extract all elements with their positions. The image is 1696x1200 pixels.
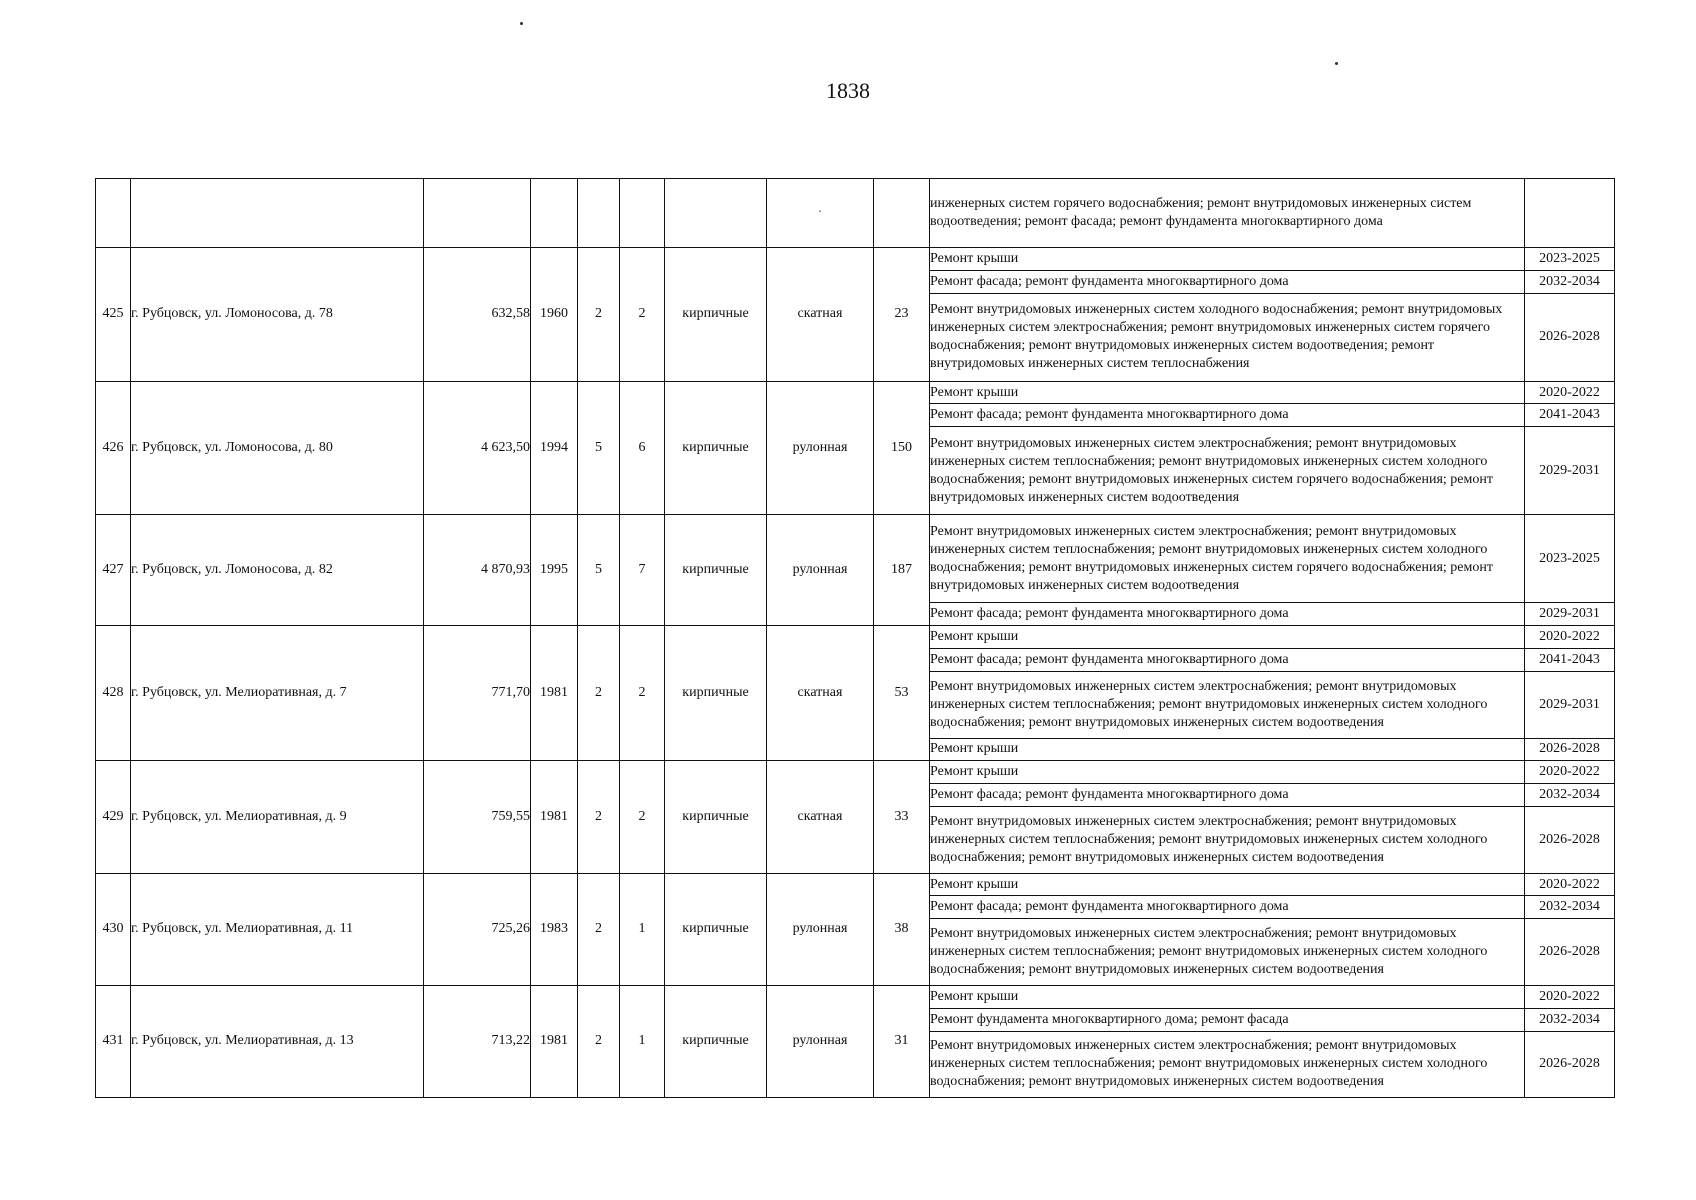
work-period: 2026-2028 bbox=[1525, 807, 1615, 873]
address: г. Рубцовск, ул. Мелиоративная, д. 13 bbox=[131, 985, 424, 1097]
address: г. Рубцовск, ул. Мелиоративная, д. 9 bbox=[131, 761, 424, 873]
wall-material: кирпичные bbox=[665, 873, 767, 985]
floor-count: 2 bbox=[578, 247, 620, 381]
year-built: 1981 bbox=[531, 985, 578, 1097]
empty-cell bbox=[665, 179, 767, 248]
wall-material: кирпичные bbox=[665, 247, 767, 381]
year-built: 1981 bbox=[531, 626, 578, 761]
wall-material: кирпичные bbox=[665, 626, 767, 761]
roof-type: скатная bbox=[767, 761, 874, 873]
row-number: 430 bbox=[96, 873, 131, 985]
work-period: 2026-2028 bbox=[1525, 738, 1615, 761]
empty-cell bbox=[424, 179, 531, 248]
address: г. Рубцовск, ул. Ломоносова, д. 78 bbox=[131, 247, 424, 381]
row-number: 425 bbox=[96, 247, 131, 381]
wall-material: кирпичные bbox=[665, 381, 767, 515]
work-period: 2026-2028 bbox=[1525, 293, 1615, 381]
row-number: 428 bbox=[96, 626, 131, 761]
floor-count: 5 bbox=[578, 515, 620, 626]
year-built: 1983 bbox=[531, 873, 578, 985]
work-description: Ремонт внутридомовых инженерных систем электроснабжения; ремонт внутридомовых инженерных систем теплоснабжения; ремонт внутридомовых инженерных систем холодного водоснабжения; ремонт внутридомовых инженерных систем водоотведения bbox=[930, 672, 1525, 738]
floor-count: 5 bbox=[578, 381, 620, 515]
entrance-count: 2 bbox=[620, 247, 665, 381]
work-period: 2026-2028 bbox=[1525, 919, 1615, 985]
entrance-count: 2 bbox=[620, 626, 665, 761]
work-period: 2041-2043 bbox=[1525, 404, 1615, 427]
resident-count: 33 bbox=[874, 761, 930, 873]
work-description: Ремонт фасада; ремонт фундамента многоквартирного дома bbox=[930, 603, 1525, 626]
table-row bbox=[96, 381, 1615, 404]
wall-material: кирпичные bbox=[665, 515, 767, 626]
work-period: 2032-2034 bbox=[1525, 1008, 1615, 1031]
work-period: 2026-2028 bbox=[1525, 1031, 1615, 1098]
total-area: 4 870,93 bbox=[424, 515, 531, 626]
work-period: 2032-2034 bbox=[1525, 270, 1615, 293]
work-description: Ремонт фасада; ремонт фундамента многоквартирного дома bbox=[930, 896, 1525, 919]
table-body bbox=[96, 179, 1615, 1098]
work-description: Ремонт крыши bbox=[930, 873, 1525, 896]
work-description: Ремонт внутридомовых инженерных систем электроснабжения; ремонт внутридомовых инженерных систем теплоснабжения; ремонт внутридомовых инженерных систем холодного водоснабжения; ремонт внутридомовых инженерных систем горячего водоснабжения; ремонт внутридомовых инженерных систем водоотведения bbox=[930, 515, 1525, 603]
empty-cell bbox=[874, 179, 930, 248]
page-number: 1838 bbox=[826, 78, 870, 103]
wall-material: кирпичные bbox=[665, 985, 767, 1097]
roof-type: скатная bbox=[767, 626, 874, 761]
work-description: Ремонт внутридомовых инженерных систем холодного водоснабжения; ремонт внутридомовых инженерных систем электроснабжения; ремонт внутридомовых инженерных систем горячего водоснабжения; ремонт внутридомовых инженерных систем водоотведения; ремонт внутридомовых инженерных систем теплоснабжения bbox=[930, 293, 1525, 381]
table-row bbox=[96, 626, 1615, 649]
row-number: 427 bbox=[96, 515, 131, 626]
work-description: Ремонт крыши bbox=[930, 761, 1525, 784]
work-period: 2029-2031 bbox=[1525, 603, 1615, 626]
work-period: 2020-2022 bbox=[1525, 985, 1615, 1008]
address: г. Рубцовск, ул. Ломоносова, д. 82 bbox=[131, 515, 424, 626]
roof-type: рулонная bbox=[767, 515, 874, 626]
year-built: 1981 bbox=[531, 761, 578, 873]
row-number: 431 bbox=[96, 985, 131, 1097]
scan-mark: · bbox=[767, 179, 874, 248]
work-description: Ремонт фасада; ремонт фундамента многоквартирного дома bbox=[930, 270, 1525, 293]
entrance-count: 6 bbox=[620, 381, 665, 515]
scan-speck bbox=[1335, 62, 1338, 65]
work-period: 2020-2022 bbox=[1525, 761, 1615, 784]
empty-cell bbox=[531, 179, 578, 248]
year-built: 1994 bbox=[531, 381, 578, 515]
entrance-count: 7 bbox=[620, 515, 665, 626]
roof-type: рулонная bbox=[767, 985, 874, 1097]
work-period: 2032-2034 bbox=[1525, 784, 1615, 807]
work-description: Ремонт внутридомовых инженерных систем электроснабжения; ремонт внутридомовых инженерных систем теплоснабжения; ремонт внутридомовых инженерных систем холодного водоснабжения; ремонт внутридомовых инженерных систем горячего водоснабжения; ремонт внутридомовых инженерных систем водоотведения bbox=[930, 427, 1525, 515]
work-description: Ремонт фасада; ремонт фундамента многоквартирного дома bbox=[930, 404, 1525, 427]
work-description: Ремонт внутридомовых инженерных систем электроснабжения; ремонт внутридомовых инженерных систем теплоснабжения; ремонт внутридомовых инженерных систем холодного водоснабжения; ремонт внутридомовых инженерных систем водоотведения bbox=[930, 919, 1525, 985]
work-description: Ремонт фасада; ремонт фундамента многоквартирного дома bbox=[930, 649, 1525, 672]
entrance-count: 1 bbox=[620, 985, 665, 1097]
housing-register-table bbox=[95, 178, 1615, 1098]
wall-material: кирпичные bbox=[665, 761, 767, 873]
table-row bbox=[96, 247, 1615, 270]
work-period: 2020-2022 bbox=[1525, 381, 1615, 404]
resident-count: 150 bbox=[874, 381, 930, 515]
address: г. Рубцовск, ул. Мелиоративная, д. 7 bbox=[131, 626, 424, 761]
resident-count: 53 bbox=[874, 626, 930, 761]
year-built: 1960 bbox=[531, 247, 578, 381]
work-period: 2023-2025 bbox=[1525, 247, 1615, 270]
year-built: 1995 bbox=[531, 515, 578, 626]
total-area: 632,58 bbox=[424, 247, 531, 381]
total-area: 725,26 bbox=[424, 873, 531, 985]
work-period: 2023-2025 bbox=[1525, 515, 1615, 603]
empty-cell bbox=[131, 179, 424, 248]
total-area: 771,70 bbox=[424, 626, 531, 761]
floor-count: 2 bbox=[578, 985, 620, 1097]
floor-count: 2 bbox=[578, 761, 620, 873]
work-description: Ремонт крыши bbox=[930, 247, 1525, 270]
resident-count: 23 bbox=[874, 247, 930, 381]
empty-cell bbox=[96, 179, 131, 248]
resident-count: 31 bbox=[874, 985, 930, 1097]
work-period: 2029-2031 bbox=[1525, 427, 1615, 515]
total-area: 4 623,50 bbox=[424, 381, 531, 515]
work-description: инженерных систем горячего водоснабжения; ремонт внутридомовых инженерных систем водоотведения; ремонт фасада; ремонт фундамента многоквартирного дома bbox=[930, 179, 1525, 248]
work-description: Ремонт фасада; ремонт фундамента многоквартирного дома bbox=[930, 784, 1525, 807]
roof-type: скатная bbox=[767, 247, 874, 381]
table-row bbox=[96, 985, 1615, 1008]
work-description: Ремонт крыши bbox=[930, 985, 1525, 1008]
work-period: 2041-2043 bbox=[1525, 649, 1615, 672]
work-description: Ремонт внутридомовых инженерных систем электроснабжения; ремонт внутридомовых инженерных систем теплоснабжения; ремонт внутридомовых инженерных систем холодного водоснабжения; ремонт внутридомовых инженерных систем водоотведения bbox=[930, 1031, 1525, 1098]
roof-type: рулонная bbox=[767, 381, 874, 515]
entrance-count: 1 bbox=[620, 873, 665, 985]
work-description: Ремонт фундамента многоквартирного дома; ремонт фасада bbox=[930, 1008, 1525, 1031]
table-row bbox=[96, 873, 1615, 896]
roof-type: рулонная bbox=[767, 873, 874, 985]
entrance-count: 2 bbox=[620, 761, 665, 873]
floor-count: 2 bbox=[578, 873, 620, 985]
work-description: Ремонт крыши bbox=[930, 626, 1525, 649]
empty-cell bbox=[620, 179, 665, 248]
total-area: 759,55 bbox=[424, 761, 531, 873]
empty-cell bbox=[578, 179, 620, 248]
address: г. Рубцовск, ул. Мелиоративная, д. 11 bbox=[131, 873, 424, 985]
continuation-row bbox=[96, 179, 1615, 248]
table-row bbox=[96, 515, 1615, 603]
work-period: 2020-2022 bbox=[1525, 873, 1615, 896]
resident-count: 187 bbox=[874, 515, 930, 626]
total-area: 713,22 bbox=[424, 985, 531, 1097]
row-number: 429 bbox=[96, 761, 131, 873]
work-description: Ремонт крыши bbox=[930, 381, 1525, 404]
work-description: Ремонт внутридомовых инженерных систем электроснабжения; ремонт внутридомовых инженерных систем теплоснабжения; ремонт внутридомовых инженерных систем холодного водоснабжения; ремонт внутридомовых инженерных систем водоотведения bbox=[930, 807, 1525, 873]
work-period: 2029-2031 bbox=[1525, 672, 1615, 738]
row-number: 426 bbox=[96, 381, 131, 515]
table-row bbox=[96, 761, 1615, 784]
floor-count: 2 bbox=[578, 626, 620, 761]
scan-speck bbox=[520, 22, 523, 25]
work-description: Ремонт крыши bbox=[930, 738, 1525, 761]
empty-cell bbox=[1525, 179, 1615, 248]
resident-count: 38 bbox=[874, 873, 930, 985]
work-period: 2020-2022 bbox=[1525, 626, 1615, 649]
address: г. Рубцовск, ул. Ломоносова, д. 80 bbox=[131, 381, 424, 515]
work-period: 2032-2034 bbox=[1525, 896, 1615, 919]
